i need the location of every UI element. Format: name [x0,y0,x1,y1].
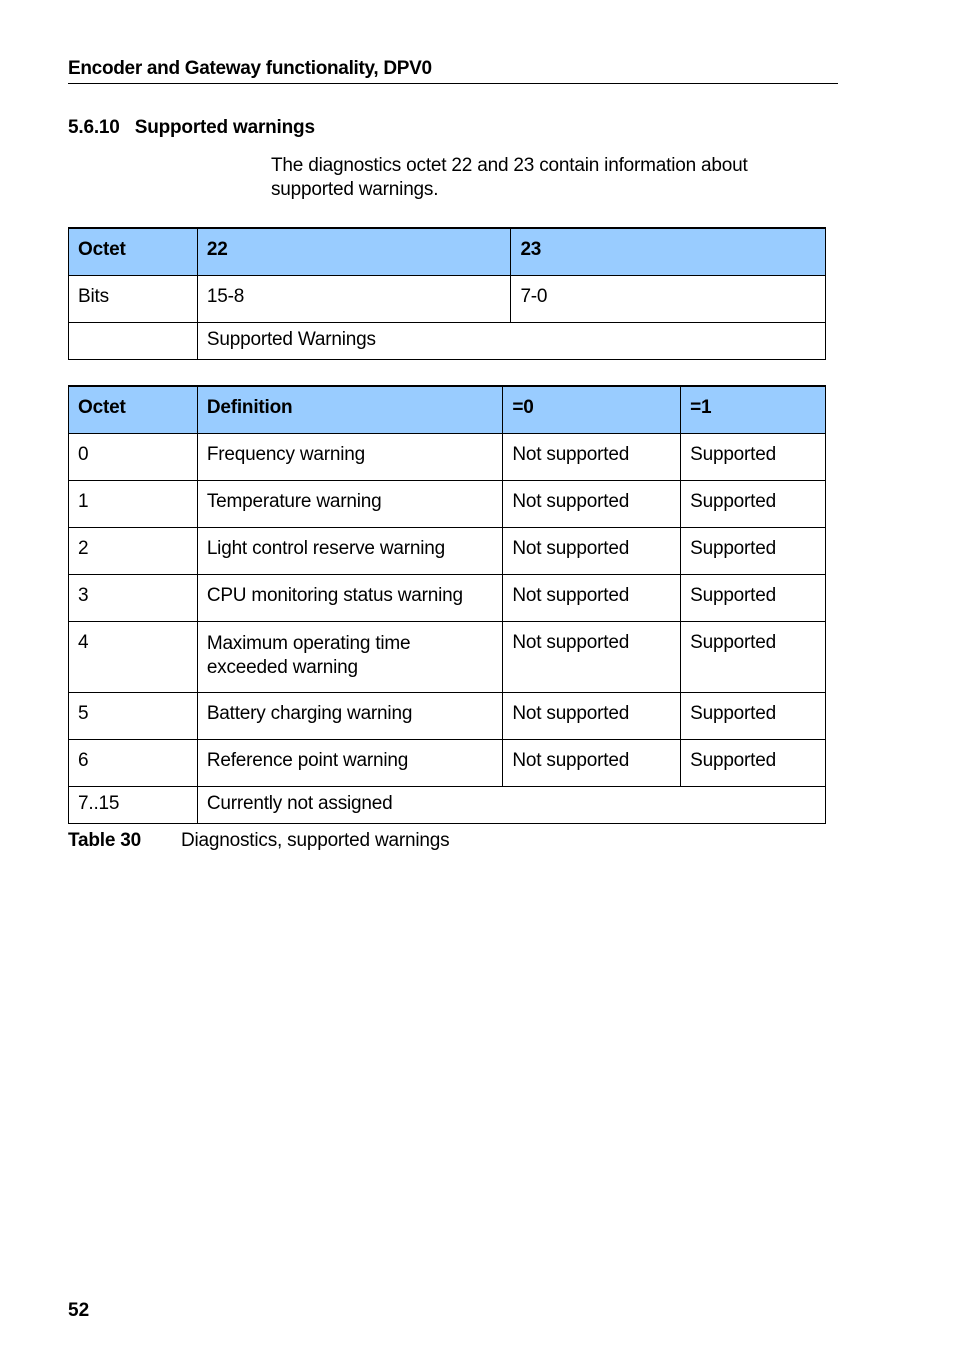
table-cell: Currently not assigned [197,786,825,823]
table-caption [68,830,449,852]
table-cell: Bits [69,275,198,322]
table-cell: 6 [69,739,198,786]
octet-bits-table [68,227,826,360]
header-cell: =1 [681,386,826,433]
intro-paragraph: The diagnostics octet 22 and 23 contain information about supported warnings. [271,155,748,200]
header-cell: Octet [69,228,198,275]
table-cell: Temperature warning [197,480,503,527]
table-cell: Not supported [503,739,681,786]
table-cell: Supported [681,433,826,480]
section-number: 5.6.10 [68,117,120,138]
table-cell: 7..15 [69,786,198,823]
table-header-row [69,386,826,433]
header-cell: Octet [69,386,198,433]
section-heading [68,117,315,139]
table-row [69,433,826,480]
table-cell: Supported Warnings [197,322,825,359]
table-row [69,621,826,692]
table-cell: Not supported [503,527,681,574]
table-header-row [69,228,826,275]
supported-warnings-table [68,385,826,824]
table-cell: Supported [681,739,826,786]
section-title: Supported warnings [134,117,315,138]
table-cell: 5 [69,692,198,739]
table-row [69,739,826,786]
table-row [69,322,826,359]
header-cell: Definition [197,386,503,433]
table-row [69,786,826,823]
table-cell: Maximum operating time exceeded warning [197,621,503,692]
table-cell: 0 [69,433,198,480]
header-cell: 23 [511,228,826,275]
table-row [69,275,826,322]
table-cell: Light control reserve warning [197,527,503,574]
table-row [69,480,826,527]
running-header: Encoder and Gateway functionality, DPV0 [68,58,838,84]
table-cell [69,322,198,359]
table-cell: Reference point warning [197,739,503,786]
table-cell: Supported [681,692,826,739]
table-row [69,527,826,574]
table-cell: Supported [681,621,826,692]
table-cell: Supported [681,480,826,527]
header-cell: =0 [503,386,681,433]
table-cell: Supported [681,574,826,621]
table-cell: Not supported [503,621,681,692]
table-cell: 2 [69,527,198,574]
table-cell: 15-8 [197,275,511,322]
table-cell: Frequency warning [197,433,503,480]
table-cell: Not supported [503,692,681,739]
caption-text: Diagnostics, supported warnings [181,830,450,851]
table-cell: Supported [681,527,826,574]
table-cell: Not supported [503,433,681,480]
table-row [69,574,826,621]
page-number: 52 [68,1300,90,1321]
table-cell: 7-0 [511,275,826,322]
table-cell: 3 [69,574,198,621]
table-cell: 4 [69,621,198,692]
table-cell: Not supported [503,480,681,527]
caption-label: Table 30 [68,830,142,851]
table-cell: Battery charging warning [197,692,503,739]
table-cell: Not supported [503,574,681,621]
table-cell: CPU monitoring status warning [197,574,503,621]
table-cell: 1 [69,480,198,527]
table-row [69,692,826,739]
header-cell: 22 [197,228,511,275]
